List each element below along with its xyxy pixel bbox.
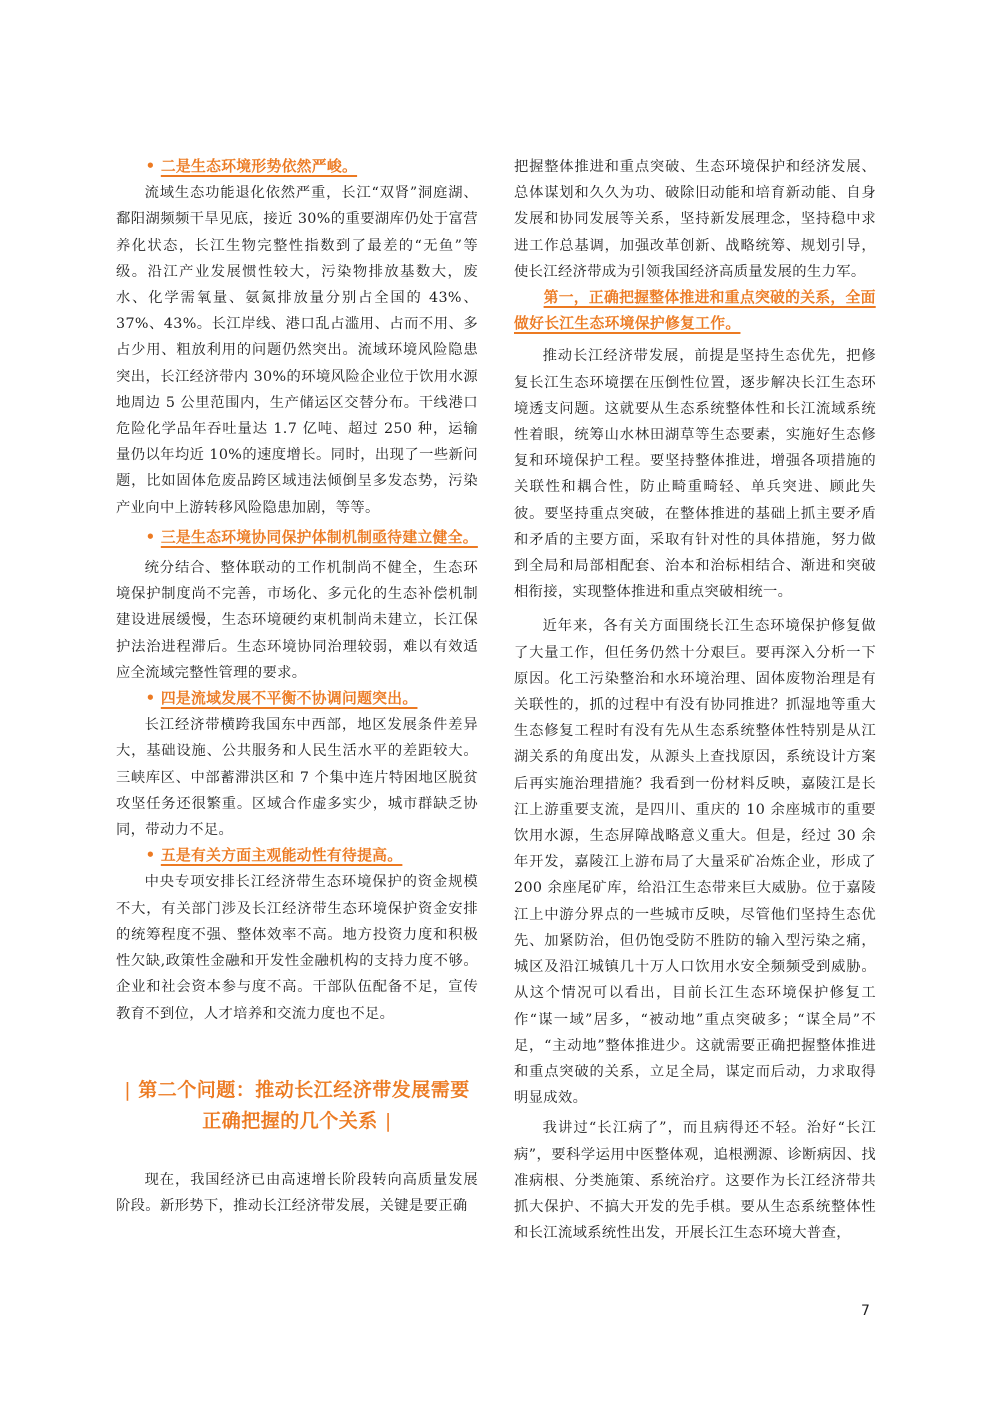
paragraph: 我讲过“长江病了”，而且病得还不轻。治好“长江病”，要科学运用中医整体观，追根溯源、诊断病因、找准病根、分类施策、系统治疗。这要作为长江经济带共抓大保护、不搞大开发的先手棋。要从生态系统整体性和长江流域系统性出发，开展长江生态环境大普查， — [514, 1120, 876, 1242]
paragraph: 长江经济带横跨我国东中西部，地区发展条件差异大，基础设施、公共服务和人民生活水平的差距较大。三峡库区、中部蓄滞洪区和 7 个集中连片特困地区脱贫攻坚任务还很繁重。区域合作虚多实少，城市群缺乏协同，带动力不足。 — [116, 717, 478, 839]
section-title — [116, 1075, 478, 1137]
paragraph: 流域生态功能退化依然严重，长江“双肾”洞庭湖、鄱阳湖频频干旱见底，接近 30%的重要湖库仍处于富营养化状态，长江生物完整性指数到了最差的“无鱼”等级。沿江产业发展惯性较大，污染物排放基数大，废水、化学需氧量、氨氮排放量分别占全国的 43%、37%、43%。长江岸线、港口乱占滥用、占而不用、多占少用、粗放利用的问题仍然突出。流域环境风险隐患突出，长江经济带内 30%的环境风险企业位于饮用水源地周边 5 公里范围内，生产储运区交替分布。干线港口危险化学品年吞吐量达 1.7 亿吨、超过 250 种，运输量仍以年均近 10%的速度增长。同时，出现了一些新问题，比如固体危废品跨区域违法倾倒呈多发态势，污染产业向中上游转移风险隐患加剧，等等。 — [116, 185, 478, 516]
title-bar-icon: | — [124, 1078, 132, 1101]
bullet-icon: • — [145, 847, 156, 865]
left-column — [116, 154, 478, 1219]
paragraph: 中央专项安排长江经济带生态环境保护的资金规模不大，有关部门涉及长江经济带生态环境保护资金安排的统筹程度不强、整体效率不高。地方投资力度和积极性欠缺,政策性金融和开发性金融机构的支持力度不够。企业和社会资本参与度不高。干部队伍配备不足，宣传教育不到位，人才培养和交流力度也不足。 — [116, 874, 478, 1022]
bullet-icon: • — [145, 528, 156, 546]
subheading-text: 二是生态环境形势依然严峻。 — [160, 158, 358, 175]
bullet-icon: • — [145, 690, 156, 708]
paragraph: 现在，我国经济已由高速增长阶段转向高质量发展阶段。新形势下，推动长江经济带发展，关键是要正确 — [116, 1171, 478, 1214]
subheading-three — [116, 525, 478, 551]
subheading-text: 四是流域发展不平衡不协调问题突出。 — [160, 690, 418, 708]
subheading-first — [514, 285, 876, 337]
paragraph-continued: 把握整体推进和重点突破、生态环境保护和经济发展、总体谋划和久久为功、破除旧动能和培育新动能、自身发展和协同发展等关系，坚持新发展理念，坚持稳中求进工作总基调，加强改革创新、战略统筹、规划引导，使长江经济带成为引领我国经济高质量发展的生力军。 — [514, 159, 876, 280]
right-column — [514, 154, 876, 1246]
title-bar-icon: | — [384, 1109, 392, 1132]
paragraph: 统分结合、整体联动的工作机制尚不健全，生态环境保护制度尚不完善，市场化、多元化的生态补偿机制建设进展缓慢，生态环境硬约束机制尚未建立，长江保护法治进程滞后。生态环境协同治理较弱，难以有效适应全流域完整性管理的要求。 — [116, 560, 478, 681]
subheading-two — [116, 154, 478, 180]
subheading-text: 第一，正确把握整体推进和重点突破的关系，全面做好长江生态环境保护修复工作。 — [514, 289, 876, 333]
section-title-line-2: 正确把握的几个关系 | — [202, 1109, 392, 1132]
section-title-line-1: | 第二个问题：推动长江经济带发展需要 — [124, 1078, 470, 1101]
paragraph: 近年来，各有关方面围绕长江生态环境保护修复做了大量工作，但任务仍然十分艰巨。要再深入分析一下原因。化工污染整治和水环境治理、固体废物治理是有关联性的，抓的过程中有没有协同推进？抓湿地等重大生态修复工程时有没有先从生态系统整体性特别是从江湖关系的角度出发，从源头上查找原因，系统设计方案后再实施治理措施？我看到一份材料反映，嘉陵江是长江上游重要支流，是四川、重庆的 10 余座城市的重要饮用水源，生态屏障战略意义重大。但是，经过 30 余年开发，嘉陵江上游布局了大量采矿冶炼企业，形成了 200 余座尾矿库，给沿江生态带来巨大威胁。位于嘉陵江上中游分界点的一些城市反映，尽管他们坚持生态优先、加紧防治，但仍饱受防不胜防的输入型污染之痛，城区及沿江城镇几十万人口饮用水安全频频受到威胁。从这个情况可以看出，目前长江生态环境保护修复工作“谋一域”居多，“被动地”重点突破多；“谋全局”不足，“主动地”整体推进少。这就需要正确把握整体推进和重点突破的关系，立足全局，谋定而后动，力求取得明显成效。 — [514, 618, 876, 1107]
subheading-five — [116, 843, 478, 869]
subheading-four — [116, 686, 478, 712]
paragraph: 推动长江经济带发展，前提是坚持生态优先，把修复长江生态环境摆在压倒性位置，逐步解决长江生态环境透支问题。这就要从生态系统整体性和长江流域系统性着眼，统筹山水林田湖草等生态要素，实施好生态修复和环境保护工程。要坚持整体推进，增强各项措施的关联性和耦合性，防止畸重畸轻、单兵突进、顾此失彼。要坚持重点突破，在整体推进的基础上抓主要矛盾和矛盾的主要方面，采取有针对性的具体措施，努力做到全局和局部相配套、治本和治标相结合、渐进和突破相衔接，实现整体推进和重点突破相统一。 — [514, 348, 876, 601]
page-number: 7 — [861, 1303, 870, 1319]
subheading-text: 五是有关方面主观能动性有待提高。 — [160, 847, 403, 865]
bullet-icon: • — [145, 158, 156, 175]
subheading-text: 三是生态环境协同保护体制机制亟待建立健全。 — [160, 528, 478, 546]
